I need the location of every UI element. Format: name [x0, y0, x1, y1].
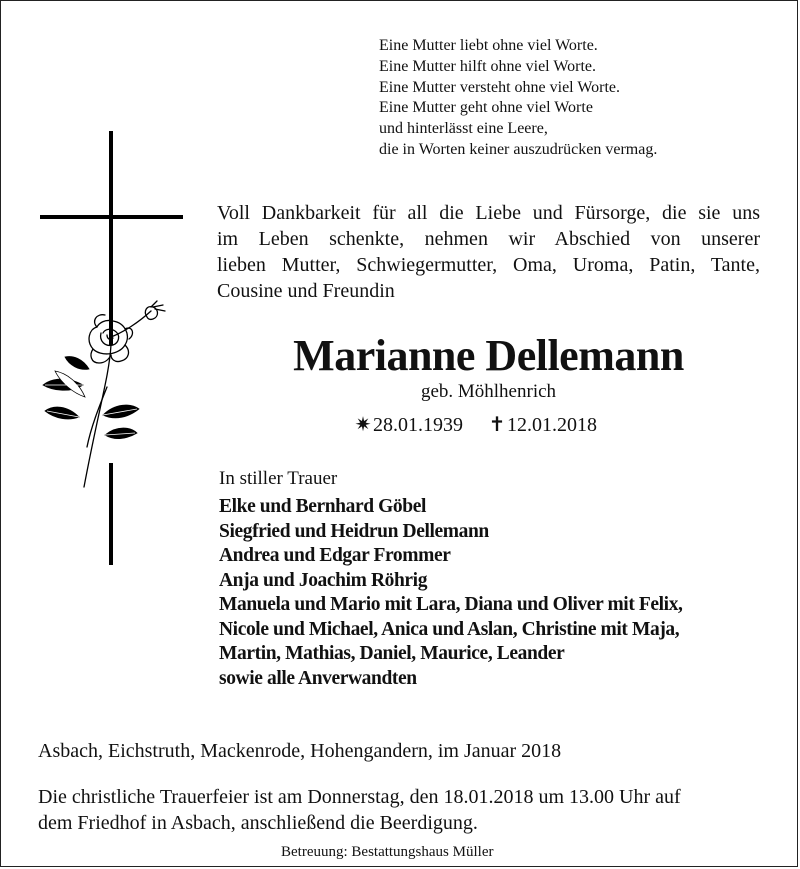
- mourner-line: sowie alle Anverwandten: [219, 667, 417, 689]
- maiden-name: geb. Möhlhenrich: [420, 381, 557, 402]
- mourners-list: [219, 495, 683, 691]
- poem-line: die in Worten keiner auszudrücken vermag.: [379, 140, 658, 158]
- place-and-date: Asbach, Eichstruth, Mackenrode, Hohengandern, im Januar 2018: [38, 740, 562, 762]
- mourner-line: Martin, Mathias, Daniel, Maurice, Leander: [219, 643, 565, 664]
- deceased-name: Marianne Dellemann: [293, 331, 684, 380]
- intro-line: Cousine und Freundin: [217, 280, 395, 302]
- intro-paragraph: [217, 200, 760, 304]
- poem-line: Eine Mutter hilft ohne viel Worte.: [379, 57, 597, 75]
- mourner-line: Nicole und Michael, Anica und Aslan, Christine mit Maja,: [219, 618, 680, 640]
- service-line: Die christliche Trauerfeier ist am Donnerstag, den 18.01.2018 um 13.00 Uhr auf: [38, 786, 681, 808]
- mourner-line: Siegfried und Heidrun Dellemann: [219, 520, 489, 542]
- intro-line: im Leben schenkte, nehmen wir Abschied von unserer: [217, 228, 760, 250]
- poem-line: Eine Mutter geht ohne viel Worte: [379, 99, 593, 117]
- life-dates: [353, 413, 597, 437]
- service-info: [38, 784, 768, 836]
- cross-icon: ✝: [488, 414, 506, 436]
- funeral-home-note: Betreuung: Bestattungshaus Müller: [281, 844, 494, 860]
- mourner-line: Andrea und Edgar Frommer: [219, 545, 451, 566]
- star-icon: ✷: [354, 414, 372, 436]
- intro-line: lieben Mutter, Schwiegermutter, Oma, Uroma, Patin, Tante,: [217, 254, 760, 276]
- intro-line: Voll Dankbarkeit für all die Liebe und Fürsorge, die sie uns: [217, 202, 760, 224]
- poem-line: und hinterlässt eine Leere,: [379, 120, 548, 138]
- mourner-line: Elke und Bernhard Göbel: [219, 496, 426, 517]
- poem: [379, 36, 657, 161]
- birth-date: 28.01.1939: [373, 414, 463, 436]
- death-date: 12.01.2018: [507, 414, 597, 436]
- mourner-line: Anja und Joachim Röhrig: [219, 569, 428, 591]
- mourning-label: In stiller Trauer: [219, 468, 338, 489]
- poem-line: Eine Mutter versteht ohne viel Worte.: [379, 78, 621, 96]
- poem-line: Eine Mutter liebt ohne viel Worte.: [379, 37, 598, 54]
- mourner-line: Manuela und Mario mit Lara, Diana und Oliver mit Felix,: [219, 594, 683, 615]
- rose-icon: [39, 297, 174, 492]
- service-line: dem Friedhof in Asbach, anschließend die Beerdigung.: [38, 812, 478, 834]
